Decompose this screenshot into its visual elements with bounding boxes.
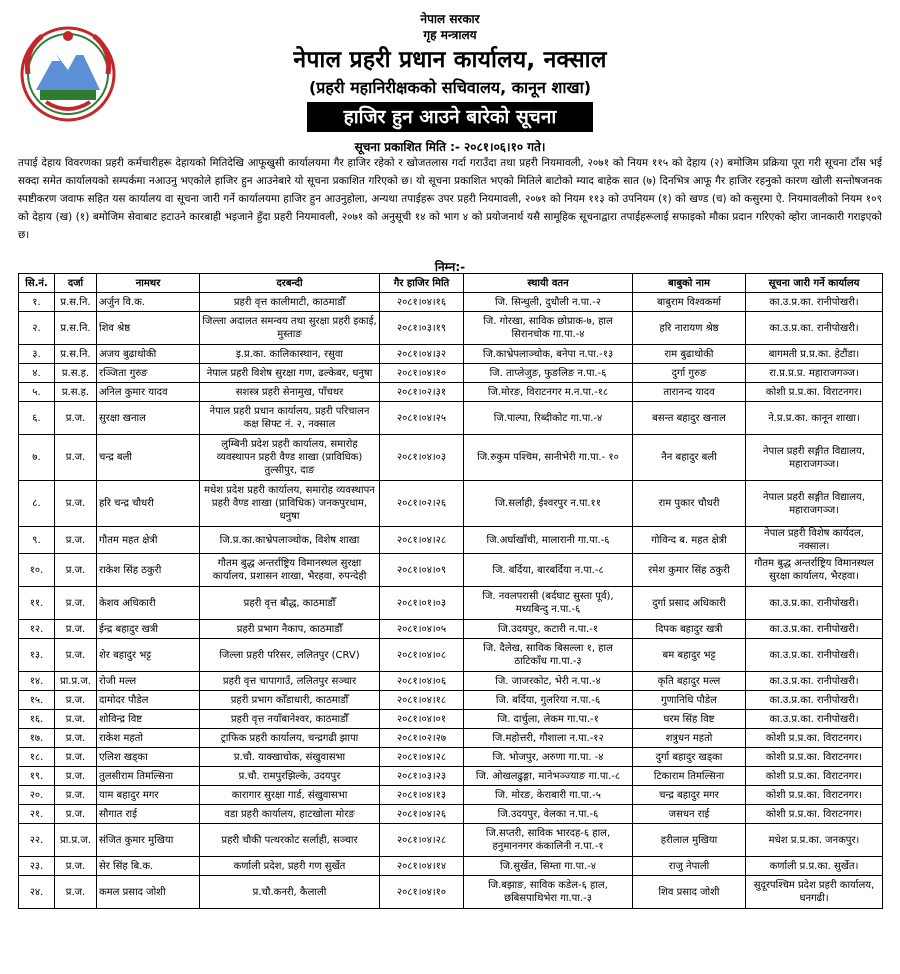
serial-cell: ७. — [19, 435, 55, 481]
father-name-cell: तारानन्द यादव — [633, 383, 746, 402]
issuing-office-cell: रा.प्र.प्र.प्र. महाराजगञ्ज। — [746, 364, 883, 383]
issuing-office-cell: कोशी प्र.प्र.का. विराटनगर। — [746, 729, 883, 748]
serial-cell: १४. — [19, 672, 55, 691]
serial-cell: १९. — [19, 767, 55, 786]
serial-cell: १८. — [19, 748, 55, 767]
name-cell: गौतम महत क्षेत्री — [97, 527, 200, 554]
rank-cell: प्र.ज. — [55, 710, 97, 729]
post-cell: प्रहरी वृत्त कालीमाटी, काठमाडौँ — [200, 293, 380, 312]
post-cell: कारागार सुरक्षा गार्ड, संखुवासभा — [200, 786, 380, 805]
issuing-office-cell: का.उ.प्र.का. रानीपोखरी। — [746, 710, 883, 729]
table-row — [19, 786, 883, 805]
absent-date-cell: २०८१।०१।०३ — [380, 587, 464, 620]
table-row — [19, 672, 883, 691]
rank-cell: प्र.ज. — [55, 786, 97, 805]
name-cell: रोजी मल्ल — [97, 672, 200, 691]
rank-cell: प्र.ज. — [55, 729, 97, 748]
col-header-date: गैर हाजिर मिति — [380, 274, 464, 293]
serial-cell: १२. — [19, 620, 55, 639]
col-header-address: स्थायी वतन — [464, 274, 633, 293]
issuing-office-cell: नेपाल प्रहरी सङ्गीत विद्यालय, महाराजगञ्ज। — [746, 481, 883, 527]
absent-date-cell: २०८१।०२।२६ — [380, 481, 464, 527]
post-cell: प्रहरी प्रभाग कोँडाधारी, काठमाडौँ — [200, 691, 380, 710]
post-cell: प्र.चौ. रामपुरझिल्के, उदयपुर — [200, 767, 380, 786]
issuing-office-cell: गौतम बुद्ध अन्तर्राष्ट्रिय विमानस्थल सुरक्षा कार्यालय, भैरहवा। — [746, 554, 883, 587]
name-cell: ईन्द्र बहादुर खत्री — [97, 620, 200, 639]
address-cell: जि.सुर्खेत, सिम्ता गा.पा.-४ — [464, 857, 633, 876]
absent-date-cell: २०८१।०४।०९ — [380, 554, 464, 587]
father-name-cell: दुर्गा गुरुङ — [633, 364, 746, 383]
address-cell: जि.बझाङ, साविक कडेल-६ हाल, छबिसपाथिभेरा गा.पा.-३ — [464, 876, 633, 909]
rank-cell: प्रा.प्र.ज. — [55, 672, 97, 691]
address-cell: जि.काभ्रेपलाञ्चोक, बनेपा न.पा.-१३ — [464, 345, 633, 364]
serial-cell: १६. — [19, 710, 55, 729]
rank-cell: प्र.ज. — [55, 527, 97, 554]
issuing-office-cell: कोशी प्र.प्र.का. विराटनगर। — [746, 805, 883, 824]
absent-date-cell: २०८१।०४।१४ — [380, 857, 464, 876]
notice-body: तपाई देहाय विवरणका प्रहरी कर्मचारीहरू देहायको मितिदेखि आफूखुसी कार्यालयमा गैर हाजिर रहेको र खोजतलास गर्दा गराउँदा तथा प्रहरी नियमावली, २०७१ को नियम ११५ को देहाय (२) बमोजिम प्रक्रिया पूरा गरी सूचना टाँस भई सक्दा समेत कार्यालयको सम्पर्कमा नआउनु भएकोले हाजिर हुन आउनेबारे यो सूचना प्रकाशित गरिएको छ। यो सूचना प्रकाशित भएको मितिले बाटोको म्याद बाहेक सात (७) दिनभित्र आफू गैर हाजिर रहनुको कारण खोली सन्तोषजनक स्पष्टीकरण जवाफ सहित यस कार्यालय वा सूचना जारी गर्ने कार्यालयमा हाजिर हुन आउनुहोला, अन्यथा तपाईहरू उपर प्रहरी नियमावली, २०७१ को नियम ११३ को उपनियम (१) को खण्ड (च) को कसुरमा ऐ. नियमावलीको नियम १०९ को देहाय (ख) (१) बमोजिम सेवाबाट हटाउने कारबाही भइजाने हुँदा प्रहरी नियमावली, २०७१ को अनुसूची १४ को भाग ४ को प्रयोजनार्थ यसै सामूहिक सूचनाद्वारा तपाईहरूलाई सफाइको मौका प्रदान गरिएको व्होरा जानकारी गराइएको छ। — [18, 157, 882, 242]
rank-cell: प्र.ज. — [55, 435, 97, 481]
father-name-cell: टिकाराम तिमल्सिना — [633, 767, 746, 786]
notice-title-banner: हाजिर हुन आउने बारेको सूचना — [307, 102, 593, 132]
father-name-cell: रमेश कुमार सिंह ठकुरी — [633, 554, 746, 587]
name-cell: एलिश खड्का — [97, 748, 200, 767]
issuing-office-cell: का.उ.प्र.का. रानीपोखरी। — [746, 587, 883, 620]
address-cell: जि.अर्घाखाँची, मालारानी गा.पा.-६ — [464, 527, 633, 554]
address-cell: जि.रुकुम पश्चिम, सानीभेरी गा.पा.- १० — [464, 435, 633, 481]
father-name-cell: शत्रुधन महतो — [633, 729, 746, 748]
absent-date-cell: २०८१।०२।२७ — [380, 729, 464, 748]
col-header-name: नामथर — [97, 274, 200, 293]
serial-cell: २३. — [19, 857, 55, 876]
absent-date-cell: २०८१।०४।१० — [380, 876, 464, 909]
absent-date-cell: २०८१।०२।३१ — [380, 383, 464, 402]
serial-cell: २. — [19, 312, 55, 345]
rank-cell: प्र.ज. — [55, 639, 97, 672]
father-name-cell: राम बुढाथोकी — [633, 345, 746, 364]
col-header-rank: दर्जा — [55, 274, 97, 293]
serial-cell: १०. — [19, 554, 55, 587]
table-row — [19, 620, 883, 639]
issuing-office-cell: मधेश प्र.प्र.का. जनकपुर। — [746, 824, 883, 857]
post-cell: लुम्बिनी प्रदेश प्रहरी कार्यालय, समारोह व्यवस्थापन प्रहरी वैण्ड शाखा (प्राविधिक) तुल्सीपुर, दाङ — [200, 435, 380, 481]
address-cell: जि.सर्लाही, ईश्वरपुर न.पा.११ — [464, 481, 633, 527]
ministry-label: गृह मन्त्रालय — [423, 28, 477, 42]
father-name-cell: दुर्गा बहादुर खड्का — [633, 748, 746, 767]
absent-date-cell: २०८१।०४।२८ — [380, 748, 464, 767]
rank-cell: प्रा.प्र.ज. — [55, 824, 97, 857]
table-row — [19, 824, 883, 857]
name-cell: शिव श्रेष्ठ — [97, 312, 200, 345]
absent-date-cell: २०८१।०४।१३ — [380, 786, 464, 805]
serial-cell: ५. — [19, 383, 55, 402]
office-subtitle: (प्रहरी महानिरीक्षकको सचिवालय, कानून शाखा) — [308, 78, 592, 97]
name-cell: केशव अधिकारी — [97, 587, 200, 620]
absent-date-cell: २०८१।०४।२५ — [380, 402, 464, 435]
address-cell: जि.उदयपुर, वेलका न.पा.-६ — [464, 805, 633, 824]
serial-cell: २२. — [19, 824, 55, 857]
issuing-office-cell: का.उ.प्र.का. रानीपोखरी। — [746, 620, 883, 639]
table-row — [19, 364, 883, 383]
published-date: सूचना प्रकाशित मिति :- २०८१।०६।१० गते। — [354, 140, 546, 154]
rank-cell: प्र.स.ह. — [55, 383, 97, 402]
father-name-cell: गुणानिधि पौडेल — [633, 691, 746, 710]
serial-cell: ९. — [19, 527, 55, 554]
table-row — [19, 383, 883, 402]
serial-cell: ११. — [19, 587, 55, 620]
absentee-table — [18, 273, 883, 909]
absent-date-cell: २०८१।०३।१९ — [380, 312, 464, 345]
father-name-cell: जसधन राई — [633, 805, 746, 824]
post-cell: इ.प्र.का. कालिकास्थान, रसुवा — [200, 345, 380, 364]
address-cell: जि.सप्तरी, साविक भारदह-६ हाल, हनुमाननगर कंकालिनी न.पा.-१ — [464, 824, 633, 857]
absent-date-cell: २०८१।०४।१० — [380, 364, 464, 383]
father-name-cell: बसन्त बहादुर खनाल — [633, 402, 746, 435]
name-cell: संजित कुमार मुखिया — [97, 824, 200, 857]
father-name-cell: कृति बहादुर मल्ल — [633, 672, 746, 691]
col-header-father: बाबुको नाम — [633, 274, 746, 293]
table-row — [19, 691, 883, 710]
table-row — [19, 527, 883, 554]
address-cell: जि. नवलपरासी (बर्दघाट सुस्ता पूर्व), मध्यबिन्दु न.पा.-६ — [464, 587, 633, 620]
post-cell: प्रहरी प्रभाग नैकाप, काठमाडौँ — [200, 620, 380, 639]
address-cell: जि. ताप्लेजुङ, फुङलिङ न.पा.-६ — [464, 364, 633, 383]
address-cell: जि. बर्दिया, गुलरिया न.पा.-६ — [464, 691, 633, 710]
table-row — [19, 587, 883, 620]
issuing-office-cell: कोशी प्र.प्र.का. विराटनगर। — [746, 748, 883, 767]
table-row — [19, 402, 883, 435]
name-cell: राकेश सिंह ठकुरी — [97, 554, 200, 587]
table-row — [19, 481, 883, 527]
absent-date-cell: २०८१।०४।२६ — [380, 805, 464, 824]
table-row — [19, 312, 883, 345]
issuing-office-cell: का.उ.प्र.का. रानीपोखरी। — [746, 691, 883, 710]
issuing-office-cell: का.उ.प्र.का. रानीपोखरी। — [746, 639, 883, 672]
post-cell: प्रहरी वृत्त नयाँबानेश्वर, काठमाडौँ — [200, 710, 380, 729]
post-cell: नेपाल प्रहरी प्रधान कार्यालय, प्रहरी परिचालन कक्ष सिफ्ट नं. २, नक्साल — [200, 402, 380, 435]
table-row — [19, 729, 883, 748]
name-cell: अजय बुढाथोकी — [97, 345, 200, 364]
issuing-office-cell: का.उ.प्र.का. रानीपोखरी। — [746, 312, 883, 345]
table-row — [19, 876, 883, 909]
serial-cell: ४. — [19, 364, 55, 383]
rank-cell: प्र.स.ह. — [55, 364, 97, 383]
table-row — [19, 767, 883, 786]
rank-cell: प्र.स.नि. — [55, 293, 97, 312]
issuing-office-cell: बागमती प्र.प्र.का. हेटौंडा। — [746, 345, 883, 364]
father-name-cell: नैन बहादुर बली — [633, 435, 746, 481]
government-label: नेपाल सरकार — [420, 12, 480, 26]
address-cell: जि. दार्चुला, लेकम गा.पा.-१ — [464, 710, 633, 729]
post-cell: प्र.चौ.कनरी, कैलाली — [200, 876, 380, 909]
father-name-cell: राजु नेपाली — [633, 857, 746, 876]
name-cell: हरि चन्द्र चौधरी — [97, 481, 200, 527]
name-cell: शेर बहादुर भट्ट — [97, 639, 200, 672]
serial-cell: २४. — [19, 876, 55, 909]
name-cell: सेर सिंह बि.क. — [97, 857, 200, 876]
post-cell: सशस्त्र प्रहरी सेनामुख, पाँचथर — [200, 383, 380, 402]
name-cell: चन्द्र बली — [97, 435, 200, 481]
rank-cell: प्र.ज. — [55, 748, 97, 767]
issuing-office-cell: कर्णाली प्र.प्र.का. सुर्खेत। — [746, 857, 883, 876]
name-cell: दामोदर पौडेल — [97, 691, 200, 710]
address-cell: जि. मोरङ, केराबारी गा.पा.-५ — [464, 786, 633, 805]
absent-date-cell: २०८१।०४।०६ — [380, 672, 464, 691]
issuing-office-cell: सुदूरपश्चिम प्रदेश प्रहरी कार्यालय, धनगढी। — [746, 876, 883, 909]
rank-cell: प्र.स.नि. — [55, 312, 97, 345]
issuing-office-cell: ने.प्र.प्र.का. कानून शाखा। — [746, 402, 883, 435]
address-cell: जि.मोरङ, विराटनगर म.न.पा.-१८ — [464, 383, 633, 402]
table-row — [19, 710, 883, 729]
address-cell: जि. भोजपुर, अरुणा गा.पा. -४ — [464, 748, 633, 767]
rank-cell: प्र.स.नि. — [55, 345, 97, 364]
table-row — [19, 857, 883, 876]
father-name-cell: राम पुकार चौधरी — [633, 481, 746, 527]
rank-cell: प्र.ज. — [55, 402, 97, 435]
rank-cell: प्र.ज. — [55, 767, 97, 786]
address-cell: जि. बर्दिया, बारबर्दिया न.पा.-८ — [464, 554, 633, 587]
absent-date-cell: २०८१।०३।२३ — [380, 767, 464, 786]
name-cell: रञ्जिता गुरुङ — [97, 364, 200, 383]
name-cell: शोविन्द्र विष्ट — [97, 710, 200, 729]
col-header-post: दरबन्दी — [200, 274, 380, 293]
table-row — [19, 435, 883, 481]
post-cell: प्र.चौ. याक्खाचोक, संखुवासभा — [200, 748, 380, 767]
post-cell: जि.प्र.का.काभ्रेपलाञ्चोक, विशेष शाखा — [200, 527, 380, 554]
post-cell: प्रहरी वृत्त चापागाउँ, ललितपुर सञ्चार — [200, 672, 380, 691]
rank-cell: प्र.ज. — [55, 691, 97, 710]
father-name-cell: शिव प्रसाद जोशी — [633, 876, 746, 909]
name-cell: याम बहादुर मगर — [97, 786, 200, 805]
table-row — [19, 554, 883, 587]
rank-cell: प्र.ज. — [55, 554, 97, 587]
rank-cell: प्र.ज. — [55, 857, 97, 876]
name-cell: अनिल कुमार यादव — [97, 383, 200, 402]
father-name-cell: दिपक बहादुर खत्री — [633, 620, 746, 639]
table-row — [19, 345, 883, 364]
name-cell: कमल प्रसाद जोशी — [97, 876, 200, 909]
absent-date-cell: २०८१।०४।०३ — [380, 435, 464, 481]
table-row — [19, 639, 883, 672]
issuing-office-cell: कोशी प्र.प्र.का. विराटनगर। — [746, 383, 883, 402]
post-cell: कर्णाली प्रदेश, प्रहरी गण सुर्खेत — [200, 857, 380, 876]
office-title: नेपाल प्रहरी प्रधान कार्यालय, नक्साल — [293, 47, 607, 73]
father-name-cell: घरम सिंह विष्ट — [633, 710, 746, 729]
father-name-cell: बम बहादुर भट्ट — [633, 639, 746, 672]
serial-cell: २१. — [19, 805, 55, 824]
rank-cell: प्र.ज. — [55, 481, 97, 527]
name-cell: राकेश महतो — [97, 729, 200, 748]
absent-date-cell: २०८१।०४।१८ — [380, 691, 464, 710]
list-heading: निम्न:- — [434, 260, 466, 274]
serial-cell: ६. — [19, 402, 55, 435]
table-header-row — [19, 274, 883, 293]
issuing-office-cell: नेपाल प्रहरी विशेष कार्यदल, नक्साल। — [746, 527, 883, 554]
address-cell: जि. जाजरकोट, भेरी न.पा.-४ — [464, 672, 633, 691]
rank-cell: प्र.ज. — [55, 587, 97, 620]
post-cell: प्रहरी चौकी पत्थरकोट सर्लाही, सञ्चार — [200, 824, 380, 857]
absent-date-cell: २०८१।०४।०५ — [380, 620, 464, 639]
address-cell: जि.महोत्तरी, गौशाला न.पा.-१२ — [464, 729, 633, 748]
address-cell: जि. सिन्धुली, दुधौली न.पा.-२ — [464, 293, 633, 312]
name-cell: सौगात राई — [97, 805, 200, 824]
post-cell: जिल्ला प्रहरी परिसर, ललितपुर (CRV) — [200, 639, 380, 672]
post-cell: वडा प्रहरी कार्यालय, हाटखोला मोरङ — [200, 805, 380, 824]
post-cell: प्रहरी वृत्त बौद्ध, काठमाडौँ — [200, 587, 380, 620]
col-header-office: सूचना जारी गर्ने कार्यालय — [746, 274, 883, 293]
name-cell: सुरक्षा खनाल — [97, 402, 200, 435]
table-row — [19, 748, 883, 767]
absent-date-cell: २०८१।०४।१६ — [380, 293, 464, 312]
serial-cell: ८. — [19, 481, 55, 527]
issuing-office-cell: कोशी प्र.प्र.का. विराटनगर। — [746, 767, 883, 786]
father-name-cell: गोविन्द ब. महत क्षेत्री — [633, 527, 746, 554]
issuing-office-cell: का.उ.प्र.का. रानीपोखरी। — [746, 672, 883, 691]
absent-date-cell: २०८१।०४।०८ — [380, 639, 464, 672]
serial-cell: १७. — [19, 729, 55, 748]
father-name-cell: हरि नारायण श्रेष्ठ — [633, 312, 746, 345]
issuing-office-cell: कोशी प्र.प्र.का. विराटनगर। — [746, 786, 883, 805]
address-cell: जि.उदयपुर, कटारी न.पा.-१ — [464, 620, 633, 639]
rank-cell: प्र.ज. — [55, 620, 97, 639]
serial-cell: १३. — [19, 639, 55, 672]
table-row — [19, 805, 883, 824]
absent-date-cell: २०८१।०४।२८ — [380, 527, 464, 554]
father-name-cell: चन्द्र बहादुर मगर — [633, 786, 746, 805]
absent-date-cell: २०८१।०४।०१ — [380, 710, 464, 729]
rank-cell: प्र.ज. — [55, 805, 97, 824]
serial-cell: १. — [19, 293, 55, 312]
post-cell: जिल्ला अदालत समन्वय तथा सुरक्षा प्रहरी इकाई, मुस्ताङ — [200, 312, 380, 345]
father-name-cell: बाबुराम विश्वकर्मा — [633, 293, 746, 312]
address-cell: जि. दैलेख, साविक बिसल्ला १, हाल ठाटिकाँध गा.पा.-३ — [464, 639, 633, 672]
serial-cell: ३. — [19, 345, 55, 364]
address-cell: जि. ओखलढुङ्गा, मानेभञ्ज्याङ गा.पा.-८ — [464, 767, 633, 786]
absent-date-cell: २०८१।०४।३२ — [380, 345, 464, 364]
post-cell: ट्राफिक प्रहरी कार्यालय, चन्द्रगढी झापा — [200, 729, 380, 748]
absent-date-cell: २०८१।०४।२८ — [380, 824, 464, 857]
rank-cell: प्र.ज. — [55, 876, 97, 909]
father-name-cell: दुर्गा प्रसाद अधिकारी — [633, 587, 746, 620]
father-name-cell: हरीलाल मुखिया — [633, 824, 746, 857]
issuing-office-cell: नेपाल प्रहरी सङ्गीत विद्यालय, महाराजगञ्ज। — [746, 435, 883, 481]
post-cell: नेपाल प्रहरी विशेष सुरक्षा गण, ढल्केबर, धनुषा — [200, 364, 380, 383]
issuing-office-cell: का.उ.प्र.का. रानीपोखरी। — [746, 293, 883, 312]
col-header-sn: सि.नं. — [19, 274, 55, 293]
post-cell: गौतम बुद्ध अन्तर्राष्ट्रिय विमानस्थल सुरक्षा कार्यालय, प्रशासन शाखा, भैरहवा, रुपन्देही — [200, 554, 380, 587]
serial-cell: २०. — [19, 786, 55, 805]
address-cell: जि. गोरखा, साविक छोप्राक-७, हाल सिरानचोक गा.पा.-४ — [464, 312, 633, 345]
serial-cell: १५. — [19, 691, 55, 710]
table-row — [19, 293, 883, 312]
post-cell: मधेश प्रदेश प्रहरी कार्यालय, समारोह व्यवस्थापन प्रहरी वैण्ड शाखा (प्राविधिक) जनकपुरधाम, धनुषा — [200, 481, 380, 527]
address-cell: जि.पाल्पा, रिब्दीकोट गा.पा.-४ — [464, 402, 633, 435]
name-cell: अर्जुन वि.क. — [97, 293, 200, 312]
name-cell: तुलसीराम तिमल्सिना — [97, 767, 200, 786]
